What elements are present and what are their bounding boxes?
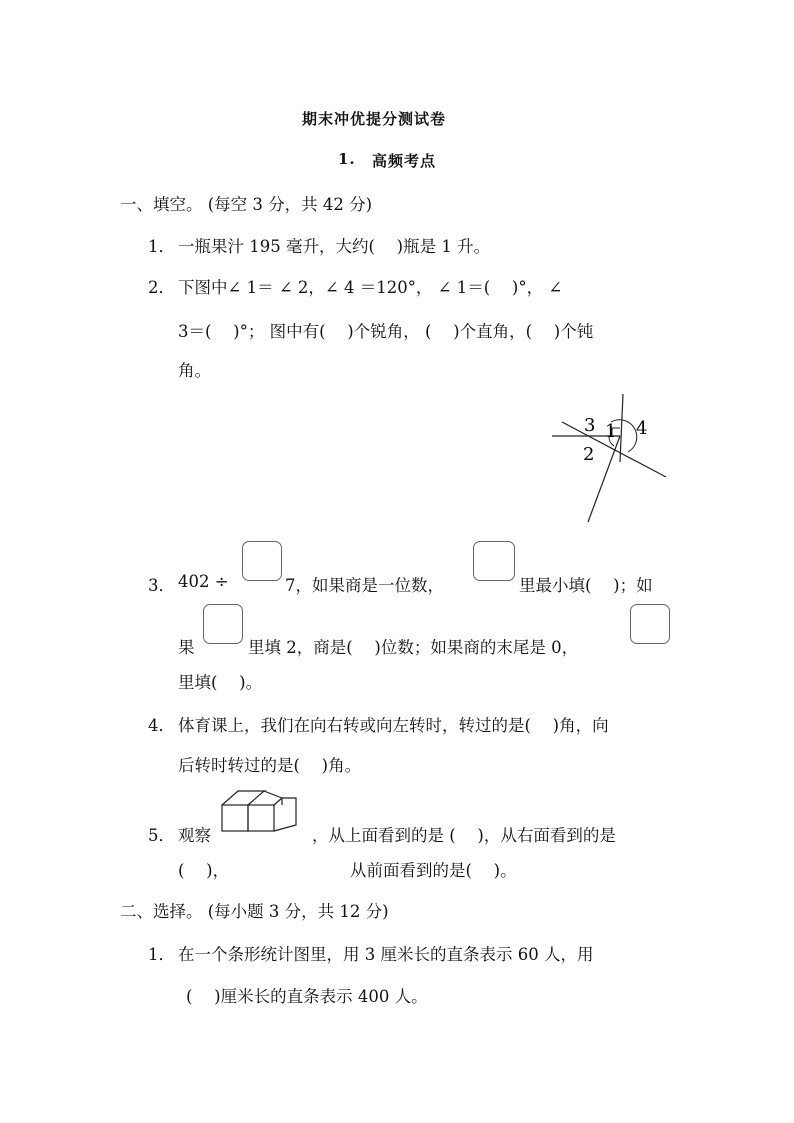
subtitle-number: 1.: [338, 150, 356, 168]
question-number: 1．: [148, 945, 175, 964]
angle-label-1: 1: [605, 421, 617, 442]
question-number: 2．: [148, 278, 175, 297]
cube-right-side: [274, 798, 296, 831]
question-number: 3．: [148, 576, 175, 595]
cube-top-edge: [264, 791, 282, 798]
question-number: 5．: [148, 826, 175, 845]
question-text-line: 后转时转过的是( )角。: [178, 756, 362, 775]
subtitle-text: 高频考点: [372, 152, 437, 170]
section-heading-fill-in: 一、填空。 (每空 3 分，共 42 分): [120, 195, 373, 214]
ray-vertical-up: [620, 394, 623, 462]
question-text: 一瓶果汁 195 毫升，大约( )瓶是 1 升。: [178, 237, 491, 256]
cube-front-face: [248, 805, 274, 831]
cube-top-edge: [248, 791, 264, 805]
question-text-line: ( )厘米长的直条表示 400 人。: [186, 987, 428, 1006]
question-text: ，从上面看到的是 ( )，从右面看到的是: [312, 826, 616, 845]
cube-top-edge: [222, 791, 266, 805]
angle-figure: [548, 392, 672, 526]
question-text-line: 在一个条形统计图里，用 3 厘米长的直条表示 60 人，用: [178, 945, 594, 964]
question-text: 里填( )。: [178, 673, 263, 692]
cube-figure: [220, 789, 300, 835]
question-text: 从前面看到的是( )。: [350, 861, 517, 880]
cube-front-face: [222, 805, 248, 831]
angle-label-2: 2: [583, 444, 595, 465]
question-number: 4．: [148, 716, 175, 735]
question-text: 402 ÷: [178, 572, 229, 591]
page-title: 期末冲优提分测试卷: [302, 110, 447, 128]
question-number: 1．: [148, 237, 175, 256]
blank-box[interactable]: [203, 604, 243, 644]
question-text-line: 体育课上，我们在向右转或向左转时，转过的是( )角，向: [178, 716, 609, 735]
question-text: 果: [178, 638, 195, 657]
blank-box[interactable]: [473, 541, 515, 581]
question-text-line: 3＝( )°； 图中有( )个锐角， ( )个直角，( )个钝: [178, 322, 594, 341]
question-text: 观察: [178, 826, 211, 845]
question-text-line: 角。: [178, 361, 211, 380]
angle-label-3: 3: [584, 415, 596, 436]
angle-label-4: 4: [636, 418, 648, 439]
blank-box[interactable]: [630, 604, 670, 644]
question-text: 里填 2，商是( )位数；如果商的末尾是 0，: [248, 638, 579, 657]
question-text: 里最小填( )；如: [519, 576, 653, 595]
question-text-line: 下图中∠ 1＝ ∠ 2，∠ 4 ＝120°， ∠ 1＝( )°， ∠: [178, 278, 563, 297]
section-heading-choice: 二、选择。 (每小题 3 分，共 12 分): [120, 902, 389, 921]
question-text: 7，如果商是一位数，: [285, 576, 444, 595]
question-text: ( )，: [178, 861, 230, 880]
blank-box[interactable]: [242, 541, 282, 581]
